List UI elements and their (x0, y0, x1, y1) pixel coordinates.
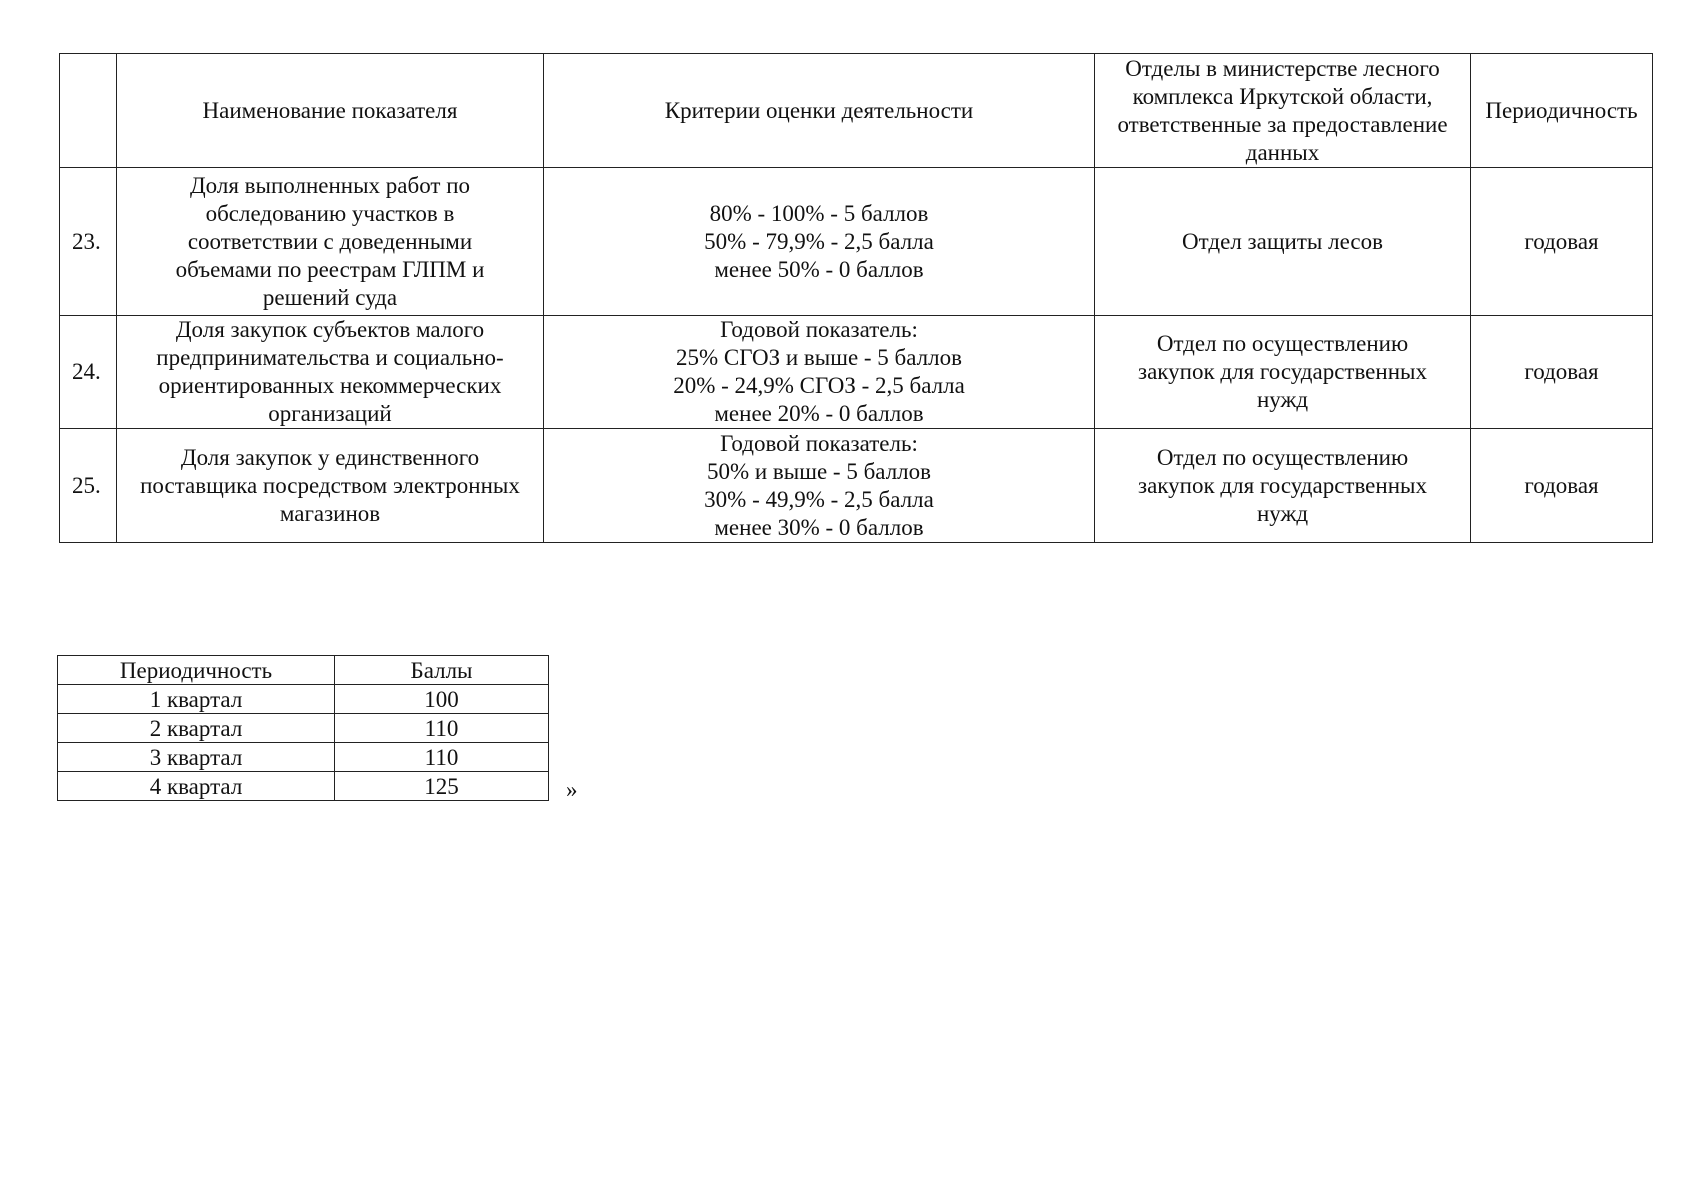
header-periodicity: Периодичность (1471, 54, 1653, 168)
criteria-line: 50% - 79,9% - 2,5 балла (704, 228, 934, 254)
table-row (58, 685, 549, 714)
table-row (58, 743, 549, 772)
table-row (60, 316, 1653, 429)
table-row (60, 429, 1653, 543)
row-number: 25. (60, 429, 117, 543)
scores-header-row (58, 656, 549, 685)
criteria-line: 25% СГОЗ и выше - 5 баллов (676, 345, 962, 370)
header-number (60, 54, 117, 168)
indicators-table (59, 53, 1653, 543)
points-cell: 125 (335, 772, 549, 801)
criteria-line: 30% - 49,9% - 2,5 балла (704, 486, 934, 512)
criteria-line: 80% - 100% - 5 баллов (709, 200, 929, 226)
department-cell: Отдел защиты лесов (1095, 168, 1471, 316)
criteria-line: менее 30% - 0 баллов (714, 514, 924, 540)
scores-header-period: Периодичность (58, 656, 335, 685)
closing-quote: » (566, 777, 578, 802)
table-row (58, 714, 549, 743)
row-number: 23. (60, 168, 117, 316)
criteria-line: менее 20% - 0 баллов (714, 401, 924, 426)
header-row (60, 54, 1653, 168)
header-name: Наименование показателя (117, 54, 544, 168)
indicator-name: Доля выполненных работ по обследованию участков в соответствии с доведенными объемами по реестрам ГЛПМ и решений суда (117, 168, 544, 316)
table-row (58, 772, 549, 801)
criteria-line: Годовой показатель: (720, 430, 918, 456)
period-cell: 2 квартал (58, 714, 335, 743)
scores-header-points: Баллы (335, 656, 549, 685)
periodicity-cell: годовая (1471, 168, 1653, 316)
department-cell: Отдел по осуществлению закупок для государственных нужд (1095, 429, 1471, 543)
period-cell: 4 квартал (58, 772, 335, 801)
row-number: 24. (60, 316, 117, 429)
period-cell: 3 квартал (58, 743, 335, 772)
periodicity-cell: годовая (1471, 429, 1653, 543)
table-row (60, 168, 1653, 316)
header-criteria: Критерии оценки деятельности (544, 54, 1095, 168)
scores-table (57, 655, 549, 801)
criteria-line: Годовой показатель: (720, 317, 918, 342)
criteria-line: 20% - 24,9% СГОЗ - 2,5 балла (673, 373, 965, 398)
points-cell: 110 (335, 743, 549, 772)
indicator-name: Доля закупок у единственного поставщика посредством электронных магазинов (117, 429, 544, 543)
criteria-cell (544, 429, 1095, 543)
indicator-name: Доля закупок субъектов малого предпринимательства и социально-ориентированных некоммерческих организаций (117, 316, 544, 429)
points-cell: 100 (335, 685, 549, 714)
header-departments: Отделы в министерстве лесного комплекса Иркутской области, ответственные за предоставление данных (1095, 54, 1471, 168)
criteria-line: 50% и выше - 5 баллов (706, 458, 932, 484)
department-cell: Отдел по осуществлению закупок для государственных нужд (1095, 316, 1471, 429)
criteria-cell (544, 168, 1095, 316)
criteria-line: менее 50% - 0 баллов (714, 256, 924, 282)
points-cell: 110 (335, 714, 549, 743)
period-cell: 1 квартал (58, 685, 335, 714)
periodicity-cell: годовая (1471, 316, 1653, 429)
criteria-cell (544, 316, 1095, 429)
